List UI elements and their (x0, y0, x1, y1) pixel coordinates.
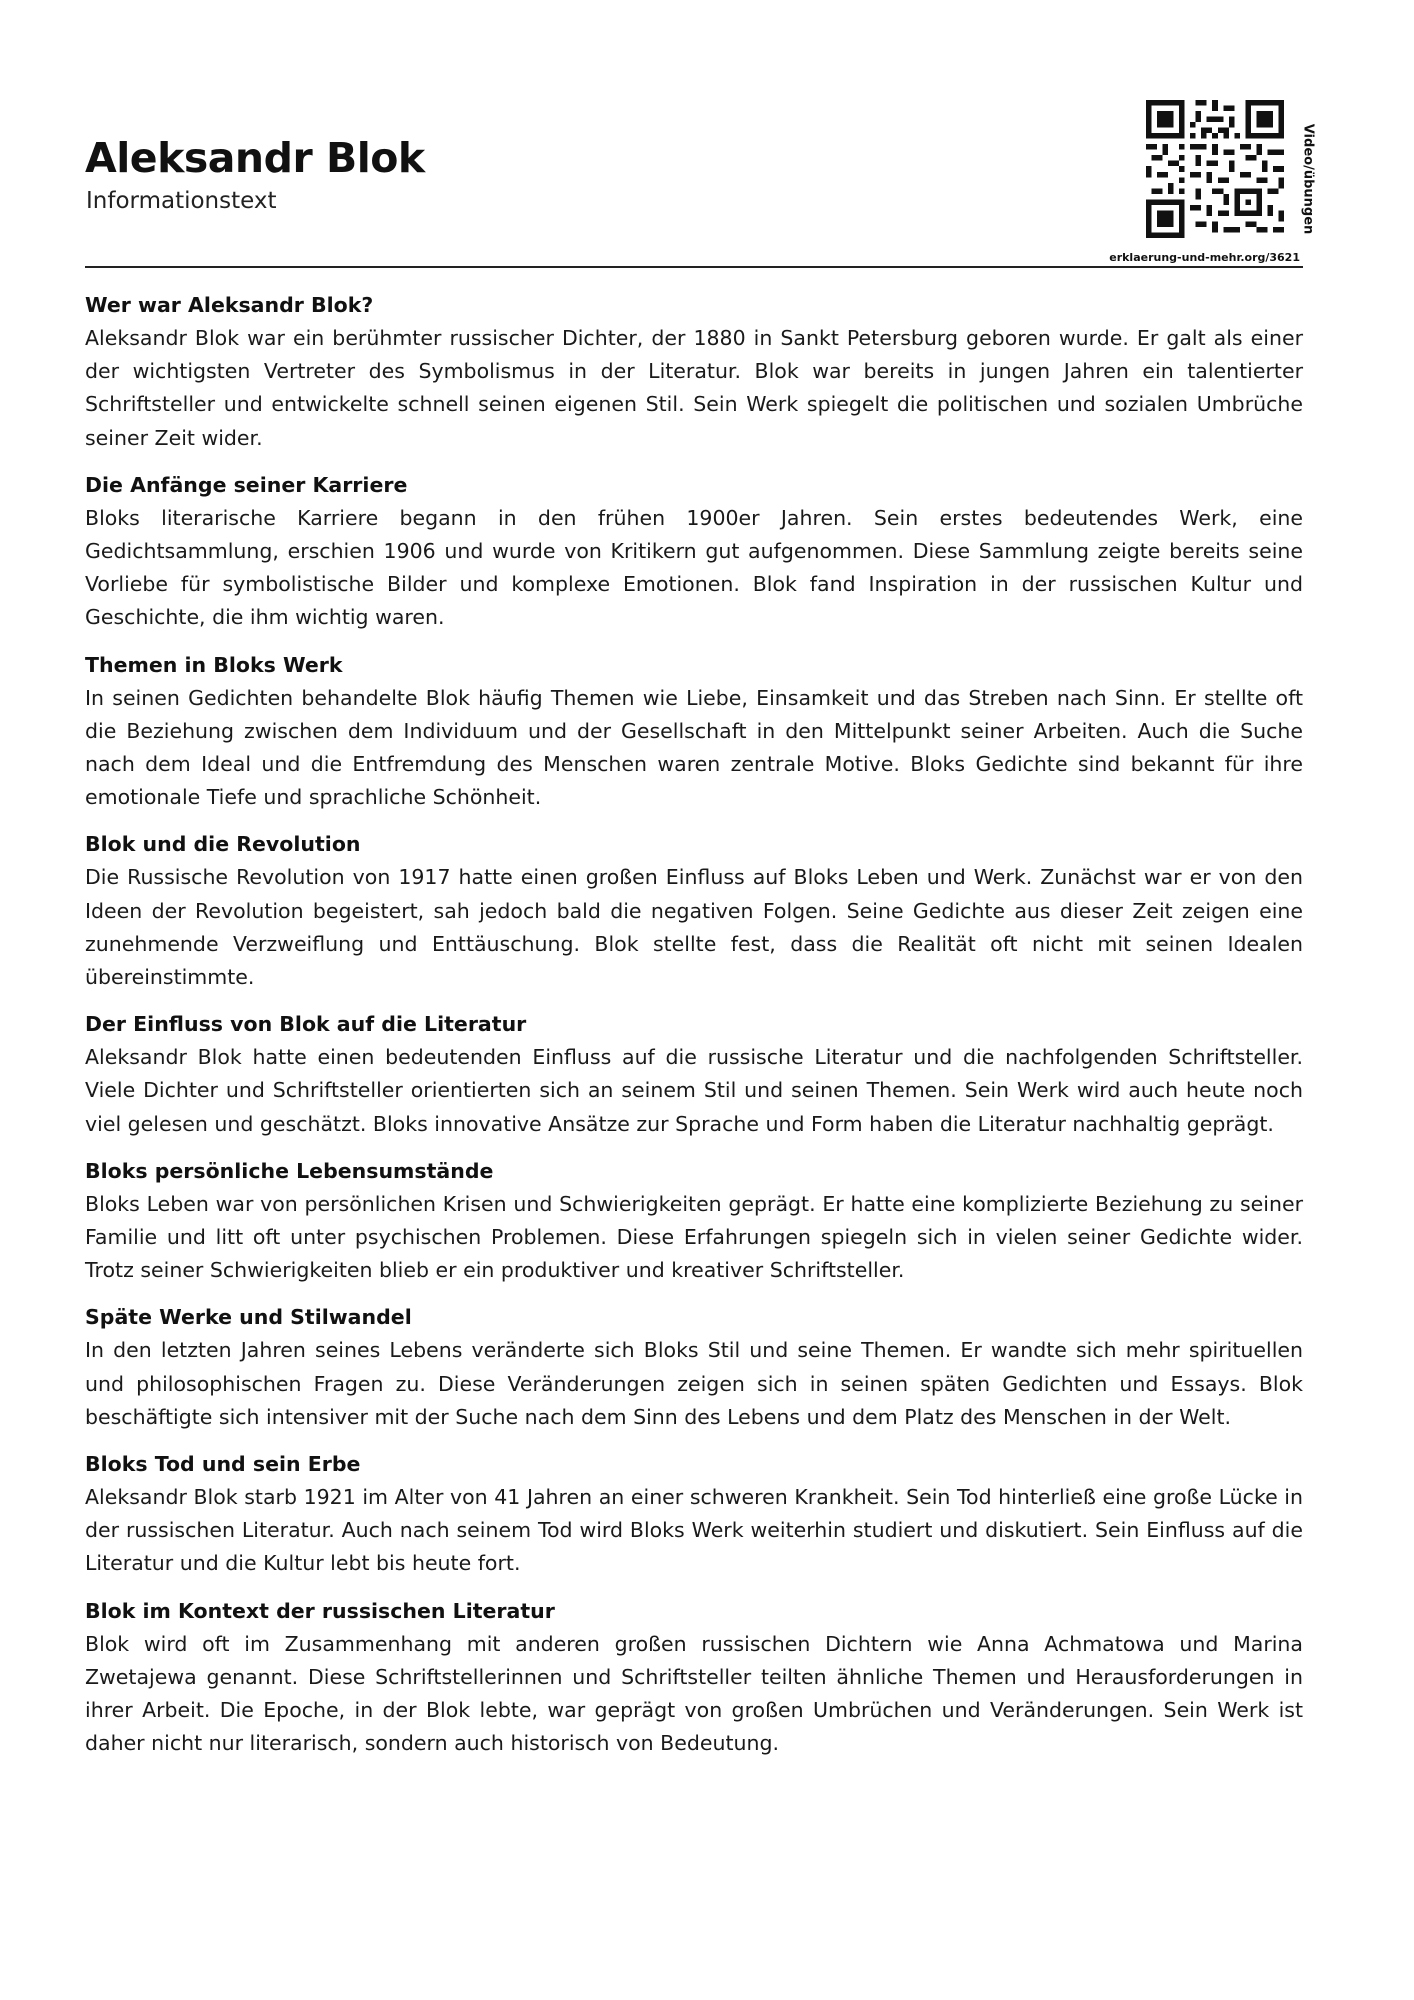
text-body (85, 289, 1303, 1775)
header-divider (85, 266, 1303, 268)
section-text: Bloks Leben war von persönlichen Krisen und Schwierigkeiten geprägt. Er hatte eine komplizierte Beziehung zu seiner Familie und litt oft unter psychischen Problemen. Diese Erfahrungen spiegeln sich in vielen seiner Gedichte wider. Trotz seiner Schwierigkeiten blieb er ein produktiver und kreativer Schriftsteller. (85, 1191, 1303, 1283)
section-einfluss (85, 1008, 1303, 1141)
section-text: In den letzten Jahren seines Lebens veränderte sich Bloks Stil und seine Themen. Er wandte sich mehr spirituellen und philosophischen Fragen zu. Diese Veränderungen zeigen sich in seinen späten Gedichten und Essays. Blok beschäftigte sich intensiver mit der Suche nach dem Sinn des Lebens und dem Platz des Menschen in der Welt. (85, 1338, 1303, 1429)
section-heading: Die Anfänge seiner Karriere (85, 472, 408, 497)
section-heading: Späte Werke und Stilwandel (85, 1305, 412, 1330)
section-heading: Bloks persönliche Lebensumstände (85, 1158, 494, 1183)
section-anfaenge-karriere (85, 469, 1303, 635)
page-subtitle: Informationstext (86, 188, 277, 214)
qr-url-link[interactable]: erklaerung-und-mehr.org/3621 (1109, 251, 1300, 264)
section-heading: Bloks Tod und sein Erbe (85, 1452, 361, 1477)
section-text: Blok wird oft im Zusammenhang mit anderen großen russischen Dichtern wie Anna Achmatowa und Marina Zwetajewa genannt. Diese Schriftstellerinnen und Schriftsteller teilten ähnliche Themen und Herausforderungen in ihrer Arbeit. Die Epoche, in der Blok lebte, war geprägt von großen Umbrüchen und Veränderungen. Sein Werk ist daher nicht nur literarisch, sondern auch historisch von Bedeutung. (85, 1631, 1303, 1756)
section-wer-war-blok (85, 289, 1303, 455)
section-lebensumstaende (85, 1155, 1303, 1288)
section-heading: Themen in Bloks Werk (85, 652, 343, 677)
section-revolution (85, 828, 1303, 994)
section-text: Die Russische Revolution von 1917 hatte einen großen Einfluss auf Bloks Leben und Werk. Zunächst war er von den Ideen der Revolution begeistert, sah jedoch bald die negativen Folgen. Seine Gedichte aus dieser Zeit zeigen eine zunehmende Verzweiflung und Enttäuschung. Blok stellte fest, dass die Realität oft nicht mit seinen Idealen übereinstimmte. (85, 865, 1303, 990)
section-text: Aleksandr Blok war ein berühmter russischer Dichter, der 1880 in Sankt Petersburg geboren wurde. Er galt als einer der wichtigsten Vertreter des Symbolismus in der Literatur. Blok war bereits in jungen Jahren ein talentierter Schriftsteller und entwickelte schnell seinen eigenen Stil. Sein Werk spiegelt die politischen und sozialen Umbrüche seiner Zeit wider. (85, 326, 1303, 450)
section-heading: Blok und die Revolution (85, 832, 361, 857)
section-text: Aleksandr Blok hatte einen bedeutenden Einfluss auf die russische Literatur und die nachfolgenden Schriftsteller. Viele Dichter und Schriftsteller orientierten sich an seinem Stil und seinen Themen. Sein Werk wird auch heute noch viel gelesen und geschätzt. Bloks innovative Ansätze zur Sprache und Form haben die Literatur nachhaltig geprägt. (85, 1045, 1303, 1136)
page-title: Aleksandr Blok (85, 134, 425, 182)
qr-side-label-text: Video/übungen (1300, 123, 1316, 235)
section-text: Aleksandr Blok starb 1921 im Alter von 41 Jahren an einer schweren Krankheit. Sein Tod hinterließ eine große Lücke in der russischen Literatur. Auch nach seinem Tod wird Bloks Werk weiterhin studiert und diskutiert. Sein Einfluss auf die Literatur und die Kultur lebt bis heute fort. (85, 1485, 1303, 1576)
qr-side-label (1293, 124, 1323, 234)
section-heading: Der Einfluss von Blok auf die Literatur (85, 1012, 527, 1037)
section-text: In seinen Gedichten behandelte Blok häufig Themen wie Liebe, Einsamkeit und das Streben nach Sinn. Er stellte oft die Beziehung zwischen dem Individuum und der Gesellschaft in den Mittelpunkt seiner Arbeiten. Auch die Suche nach dem Ideal und die Entfremdung des Menschen waren zentrale Motive. Bloks Gedichte sind bekannt für ihre emotionale Tiefe und sprachliche Schönheit. (85, 685, 1303, 810)
section-themen (85, 649, 1303, 815)
section-spaete-werke (85, 1301, 1303, 1434)
section-tod-erbe (85, 1448, 1303, 1581)
section-kontext (85, 1595, 1303, 1761)
section-heading: Blok im Kontext der russischen Literatur (85, 1598, 555, 1623)
qr-code-icon[interactable] (1146, 100, 1284, 238)
section-heading: Wer war Aleksandr Blok? (85, 293, 374, 317)
section-text: Bloks literarische Karriere begann in den frühen 1900er Jahren. Sein erstes bedeutendes Werk, eine Gedichtsammlung, erschien 1906 und wurde von Kritikern gut aufgenommen. Diese Sammlung zeigte bereits seine Vorliebe für symbolistische Bilder und komplexe Emotionen. Blok fand Inspiration in der russischen Kultur und Geschichte, die ihm wichtig waren. (85, 505, 1303, 630)
